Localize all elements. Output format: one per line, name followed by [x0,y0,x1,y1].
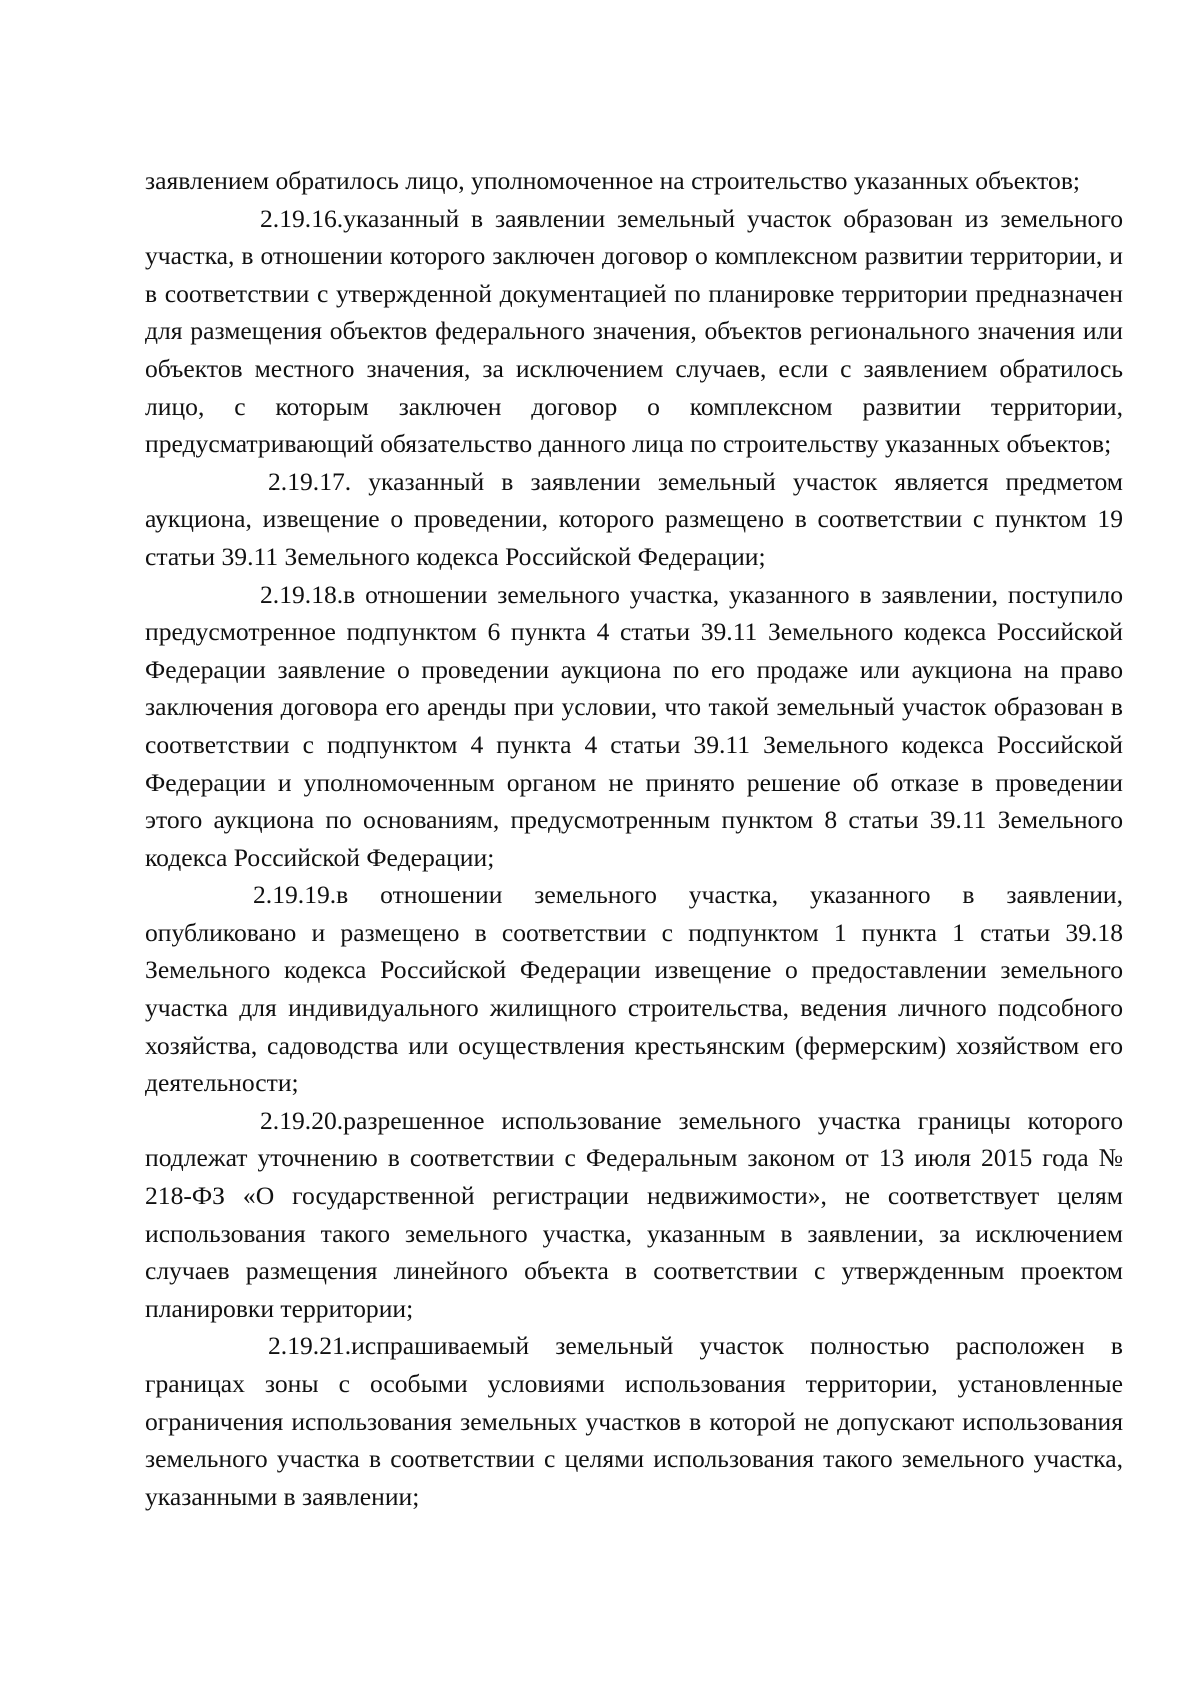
paragraph-2-19-21: 2.19.21.испрашиваемый земельный участок полностью расположен в границах зоны с особыми условиями использования территории, установленные ограничения использования земельных участков в которой не допускают использования земельного участка в соответствии с целями использования такого земельного участка, указанными в заявлении; [145,1331,1123,1511]
paragraph-2-19-19: 2.19.19.в отношении земельного участка, указанного в заявлении, опубликовано и размещено в соответствии с подпунктом 1 пункта 1 статьи 39.18 Земельного кодекса Российской Федерации извещение о предоставлении земельного участка для индивидуального жилищного строительства, ведения личного подсобного хозяйства, садоводства или осуществления крестьянским (фермерским) хозяйством его деятельности; [145,880,1123,1098]
paragraph-continuation: заявлением обратилось лицо, уполномоченное на строительство указанных объектов; [145,166,1081,195]
paragraph-2-19-16: 2.19.16.указанный в заявлении земельный участок образован из земельного участка, в отношении которого заключен договор о комплексном развитии территории, и в соответствии с утвержденной документацией по планировке территории предназначен для размещения объектов федерального значения, объектов регионального значения или объектов местного значения, за исключением случаев, если с заявлением обратилось лицо, с которым заключен договор о комплексном развитии территории, предусматривающий обязательство данного лица по строительству указанных объектов; [145,203,1123,459]
paragraph-2-19-17: 2.19.17. указанный в заявлении земельный участок является предметом аукциона, извещение о проведении, которого размещено в соответствии с пунктом 19 статьи 39.11 Земельного кодекса Российской Федерации; [145,466,1123,571]
paragraph-2-19-20: 2.19.20.разрешенное использование земельного участка границы которого подлежат уточнению в соответствии с Федеральным законом от 13 июля 2015 года № 218-ФЗ «О государственной регистрации недвижимости», не соответствует целям использования такого земельного участка, указанным в заявлении, за исключением случаев размещения линейного объекта в соответствии с утвержденным проектом планировки территории; [145,1105,1123,1323]
paragraph-2-19-18: 2.19.18.в отношении земельного участка, указанного в заявлении, поступило предусмотренное подпунктом 6 пункта 4 статьи 39.11 Земельного кодекса Российской Федерации заявление о проведении аукциона по его продаже или аукциона на право заключения договора его аренды при условии, что такой земельный участок образован в соответствии с подпунктом 4 пункта 4 статьи 39.11 Земельного кодекса Российской Федерации и уполномоченным органом не принято решение об отказе в проведении этого аукциона по основаниям, предусмотренным пунктом 8 статьи 39.11 Земельного кодекса Российской Федерации; [145,579,1123,872]
document-page [145,162,1123,1515]
